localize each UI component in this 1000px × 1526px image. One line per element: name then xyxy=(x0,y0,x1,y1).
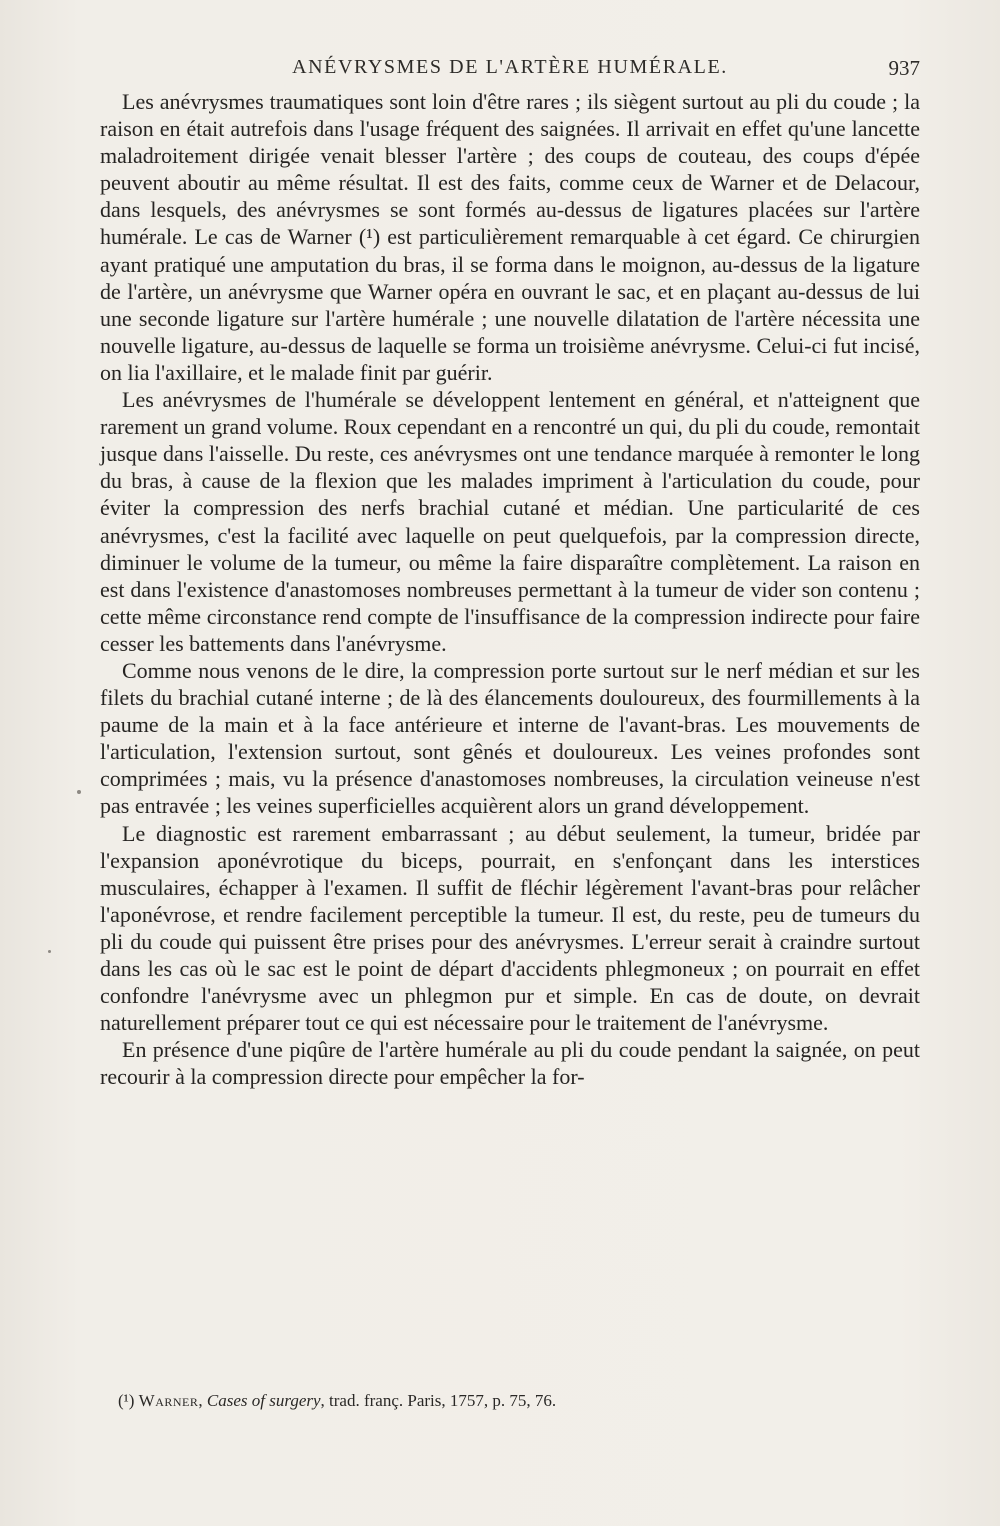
footnote-marker: (¹) xyxy=(118,1391,135,1410)
paper-speck xyxy=(48,950,51,953)
running-head-title: ANÉVRYSMES DE L'ARTÈRE HUMÉRALE. xyxy=(292,56,728,78)
running-head xyxy=(100,56,920,86)
paragraph-diagnosis: Le diagnostic est rarement embarrassant ; au début seulement, la tumeur, bridée par l'expansion aponévrotique du biceps, pourrait, en s'enfonçant dans les interstices musculaires, échapper à l'examen. Il suffit de fléchir légèrement l'avant-bras pour relâcher l'aponévrose, et rendre facilement perceptible la tumeur. Il est, du reste, peu de tumeurs du pli du coude qui puissent être prises pour des anévrysmes. L'erreur serait à craindre surtout dans les cas où le sac est le point de départ d'accidents phlegmoneux ; on pourrait en effet confondre l'anévrysme avec un phlegmon pur et simple. En cas de doute, on devrait naturellement préparer tout ce qui est nécessaire pour le traitement de l'anévrysme. xyxy=(100,820,920,1036)
paragraph-development: Les anévrysmes de l'humérale se développent lentement en général, et n'atteignent que rarement un grand volume. Roux cependant en a rencontré un qui, du pli du coude, remontait jusque dans l'aisselle. Du reste, ces anévrysmes ont une tendance marquée à remonter le long du bras, à cause de la flexion que les malades impriment à l'articulation du coude, pour éviter la compression des nerfs brachial cutané et médian. Une particularité de ces anévrysmes, c'est la facilité avec laquelle on peut quelquefois, par la compression directe, diminuer le volume de la tumeur, ou même la faire disparaître complètement. La raison en est dans l'existence d'anastomoses nombreuses permettant à la tumeur de vider son contenu ; cette même circonstance rend compte de l'insuffisance de la compression indirecte pour faire cesser les battements dans l'anévrysme. xyxy=(100,387,920,656)
paragraph-traumatic-aneurysms: Les anévrysmes traumatiques sont loin d'être rares ; ils siègent surtout au pli du coude ; la raison en était autrefois dans l'usage fréquent des saignées. Il arrivait en effet qu'une lancette maladroitement dirigée venait blesser l'artère ; des coups de couteau, des coups d'épée peuvent aboutir au même résultat. Il est des faits, comme ceux de Warner et de Delacour, dans lesquels, des anévrysmes se sont formés au-dessus de ligatures placées sur l'artère humérale. Le cas de Warner (¹) est particulièrement remarquable à cet égard. Ce chirurgien ayant pratiqué une amputation du bras, il se forma dans le moignon, au-dessus de la ligature de l'artère, un anévrysme que Warner opéra en ouvrant le sac, et en plaçant au-dessus de lui une seconde ligature sur l'artère humérale ; une nouvelle dilatation de l'artère nécessita une nouvelle ligature, au-dessus de laquelle se forma un troisième anévrysme. Celui-ci fut incisé, on lia l'axillaire, et le malade finit par guérir. xyxy=(100,89,920,385)
footnote-work: Cases of surgery xyxy=(206,1391,321,1410)
page-number: 937 xyxy=(888,56,920,80)
paragraph-treatment: En présence d'une piqûre de l'artère humérale au pli du coude pendant la saignée, on peut recourir à la compression directe pour empêcher la for- xyxy=(100,1037,920,1090)
footnote-author: Warner xyxy=(138,1391,199,1410)
paper-speck xyxy=(77,790,81,794)
paragraph-compression-symptoms: Comme nous venons de le dire, la compression porte surtout sur le nerf médian et sur les filets du brachial cutané interne ; de là des élancements douloureux, des fourmillements à la paume de la main et à la face antérieure et interne de l'avant-bras. Les mouvements de l'articulation, l'extension surtout, sont gênés et douloureux. Les veines profondes sont comprimées ; mais, vu la présence d'anastomoses nombreuses, la circulation veineuse n'est pas entravée ; les veines superficielles acquièrent alors un grand développement. xyxy=(100,657,920,819)
body-text xyxy=(100,88,920,1090)
footnote-details: , trad. franç. Paris, 1757, p. 75, 76. xyxy=(320,1391,557,1410)
footnote: (¹) Warner, Cases of surgery, trad. franç. Paris, 1757, p. 75, 76. xyxy=(118,1391,557,1410)
